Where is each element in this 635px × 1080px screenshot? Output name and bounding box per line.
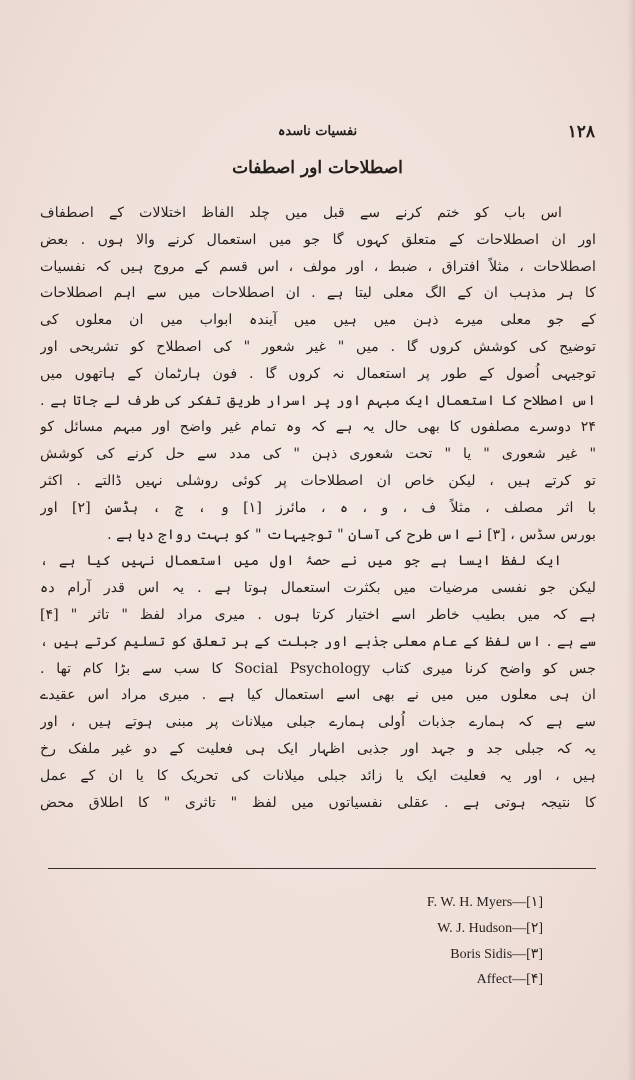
text-line: کا ہر مذہب ان کے الگ معلی لیتا ہے . ان اصطلاحات میں سے اہم اصطلاحات — [40, 285, 596, 302]
footnote-divider — [48, 868, 596, 869]
text-line: اور ان اصطلاحات کے متعلق کہوں گا جو میں استعمال کرنے والا ہوں . بعض — [40, 231, 596, 248]
chapter-title: اصطلاحات اور اصطفات — [232, 158, 403, 178]
text-line: سے ہے کہ ہمارے جذبات اُولی ہمارے جبلی میلانات پر مبنی ہوتے ہیں ، اور — [40, 714, 596, 731]
text-line: یہ کہ جبلی جد و جہد اور جذبی اظہار ایک ہی فعلیت کے دو غیر ملفک رخ — [40, 740, 596, 757]
footnote: Boris Sidis—[۳] — [450, 946, 543, 962]
text-line: لیکن جو نفسی مرضیات میں بکثرت استعمال ہوتا ہے . یہ اس قدر آرام دہ — [40, 580, 596, 597]
footnotes — [427, 890, 543, 993]
text-line: اصطلاحات ، مثلاً افتراق ، ضبط ، اور مولف ، اس قسم کے مروج ہیں کہ نفسیات — [40, 258, 596, 275]
text-line: توجیہی اُصول کے طور پر استعمال نہ کروں گا . فون ہارٹمان کے ہاتھوں میں — [40, 365, 596, 382]
running-head: نفسیات ناسدہ — [277, 124, 358, 139]
text-line: با اثر مصلف ، مثلاً ف ، و ، ہ ، مائرز [۱] و ، ج ، ہڈسن [۲] اور — [40, 499, 596, 516]
body-text — [40, 200, 596, 816]
footnote: Affect—[۴] — [476, 972, 543, 988]
text-line: ایک لفظ ایسا ہے جو میں نے حصۂ اول میں استعمال نہیں کیا ہے ، — [40, 553, 562, 570]
text-line: ۲۴ دوسرے مصلفوں کا بھی حال یہ ہے کہ وہ تمام غیر واضح اور مبہم مسائل کو — [40, 419, 596, 436]
footnote: F. W. H. Myers—[۱] — [426, 895, 543, 910]
text-line: " غیر شعوری " یا " تحت شعوری ذہن " کی مدد سے حل کرنے کی کوشش — [40, 446, 596, 463]
text-line: جس کو واضح کرنا میری کتاب Social Psychology کا سب سے بڑا کام تھا . — [40, 660, 596, 677]
text-line: کے جو معلی میرے ذہن میں ہیں میں آیندہ ابواب میں ان معلوں کی — [40, 312, 596, 329]
text-line: ہیں ، اور یہ فعلیت ایک یا زائد جبلی میلانات کی تحریک کا یا ان کے عمل — [40, 767, 596, 784]
page-number: ۱۲۸ — [567, 122, 595, 142]
footnote: W. J. Hudson—[۲] — [437, 920, 543, 936]
text-line: بورس سڈس ، [۳] نے اس طرح کی آسان " توجیہات " کو بہت رواج دیا ہے . — [107, 526, 596, 543]
text-line: توضیح کی کوشش کروں گا . میں " غیر شعور " کی اصطلاح کو تشریحی اور — [40, 338, 596, 355]
text-line: ہے کہ میں بطیب خاطر اسے اختیار کرتا ہوں . میری مراد لفظ " تاثر " [۴] — [40, 606, 596, 623]
text-line: سے ہے . اس لفظ کے عام معلی جذبے اور جبلت کے ہر تعلق کو تسلیم کرتے ہیں ، — [40, 633, 596, 650]
text-line: اس باب کو ختم کرنے سے قبل میں چلد الفاظ اختلالات کے اصطفاف — [40, 205, 562, 221]
text-line: تو کرتے ہیں ، لیکن خاص ان اصطلاحات پر کوئی روشلی نہیں ڈالتے . اکثر — [40, 472, 596, 489]
text-line: اس اصطلاح کا استعمال ایک مبہم اور پر اسرار طریق تفکر کی طرف لے جاتا ہے . — [40, 392, 596, 409]
text-line: کا نتیجہ ہوتی ہے . عقلی نفسیاتوں میں لفظ " تاثری " کا اطلاق محض — [40, 794, 596, 811]
text-line: ان ہی معلوں میں میں نے بھی اسے استعمال کیا ہے . میری مراد اس عقیدے — [40, 687, 596, 704]
